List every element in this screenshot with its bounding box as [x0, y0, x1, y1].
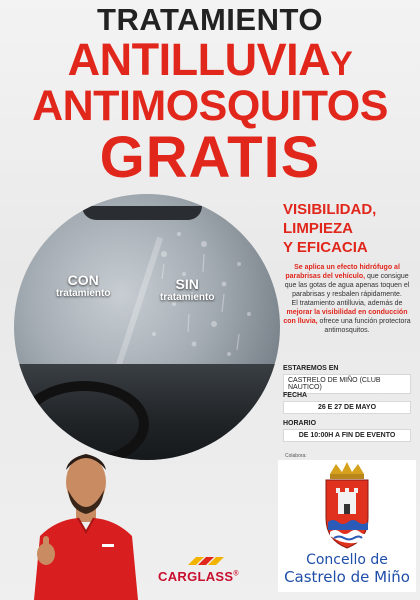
- concello-logo: [278, 460, 416, 592]
- headline-antilluvia-text: ANTILLUVIA: [67, 34, 331, 85]
- headline-gratis: GRATIS: [99, 125, 321, 190]
- windshield-photo: [14, 194, 280, 460]
- headline-antilluvia: [0, 36, 420, 88]
- event-time: HORARIO DE 10:00H A FIN DE EVENTO: [283, 420, 411, 442]
- colabora-label: Colabora:: [285, 453, 307, 459]
- label-with-treatment: CON tratamiento: [56, 272, 111, 299]
- event-location: ESTAREMOS EN CASTRELO DE MIÑO (CLUB NAUTICO): [283, 365, 411, 394]
- coat-of-arms-icon: [278, 460, 416, 552]
- headline-antimosquitos: ANTIMOSQUITOS: [32, 82, 388, 130]
- concello-line1: Concello de: [306, 552, 388, 568]
- benefits-column: [283, 200, 411, 335]
- label-without-treatment: SIN tratamiento: [160, 276, 215, 303]
- headline-conjunction: Y: [330, 45, 353, 83]
- carglass-swoosh-icon: [186, 555, 226, 567]
- headline-tratamiento: TRATAMIENTO: [97, 2, 323, 37]
- event-date: FECHA 26 E 27 DE MAYO: [283, 392, 411, 414]
- technician-figure: [26, 440, 146, 600]
- benefits-title: VISIBILIDAD, LIMPIEZA Y EFICACIA: [283, 201, 377, 256]
- concello-line2: Castrelo de Miño: [284, 568, 410, 586]
- description-text: Se aplica un efecto hidrófugo al parabrisas del vehículo, que consigue que las gotas de agua apenas toquen el parabrisas y resbalen rápidamente. El tratamiento antilluvia, además de mejorar la visibilidad en conducción con lluvia, ofrece una función protectora antimosquitos.: [283, 264, 411, 334]
- carglass-logo: CARGLASS®: [158, 569, 239, 584]
